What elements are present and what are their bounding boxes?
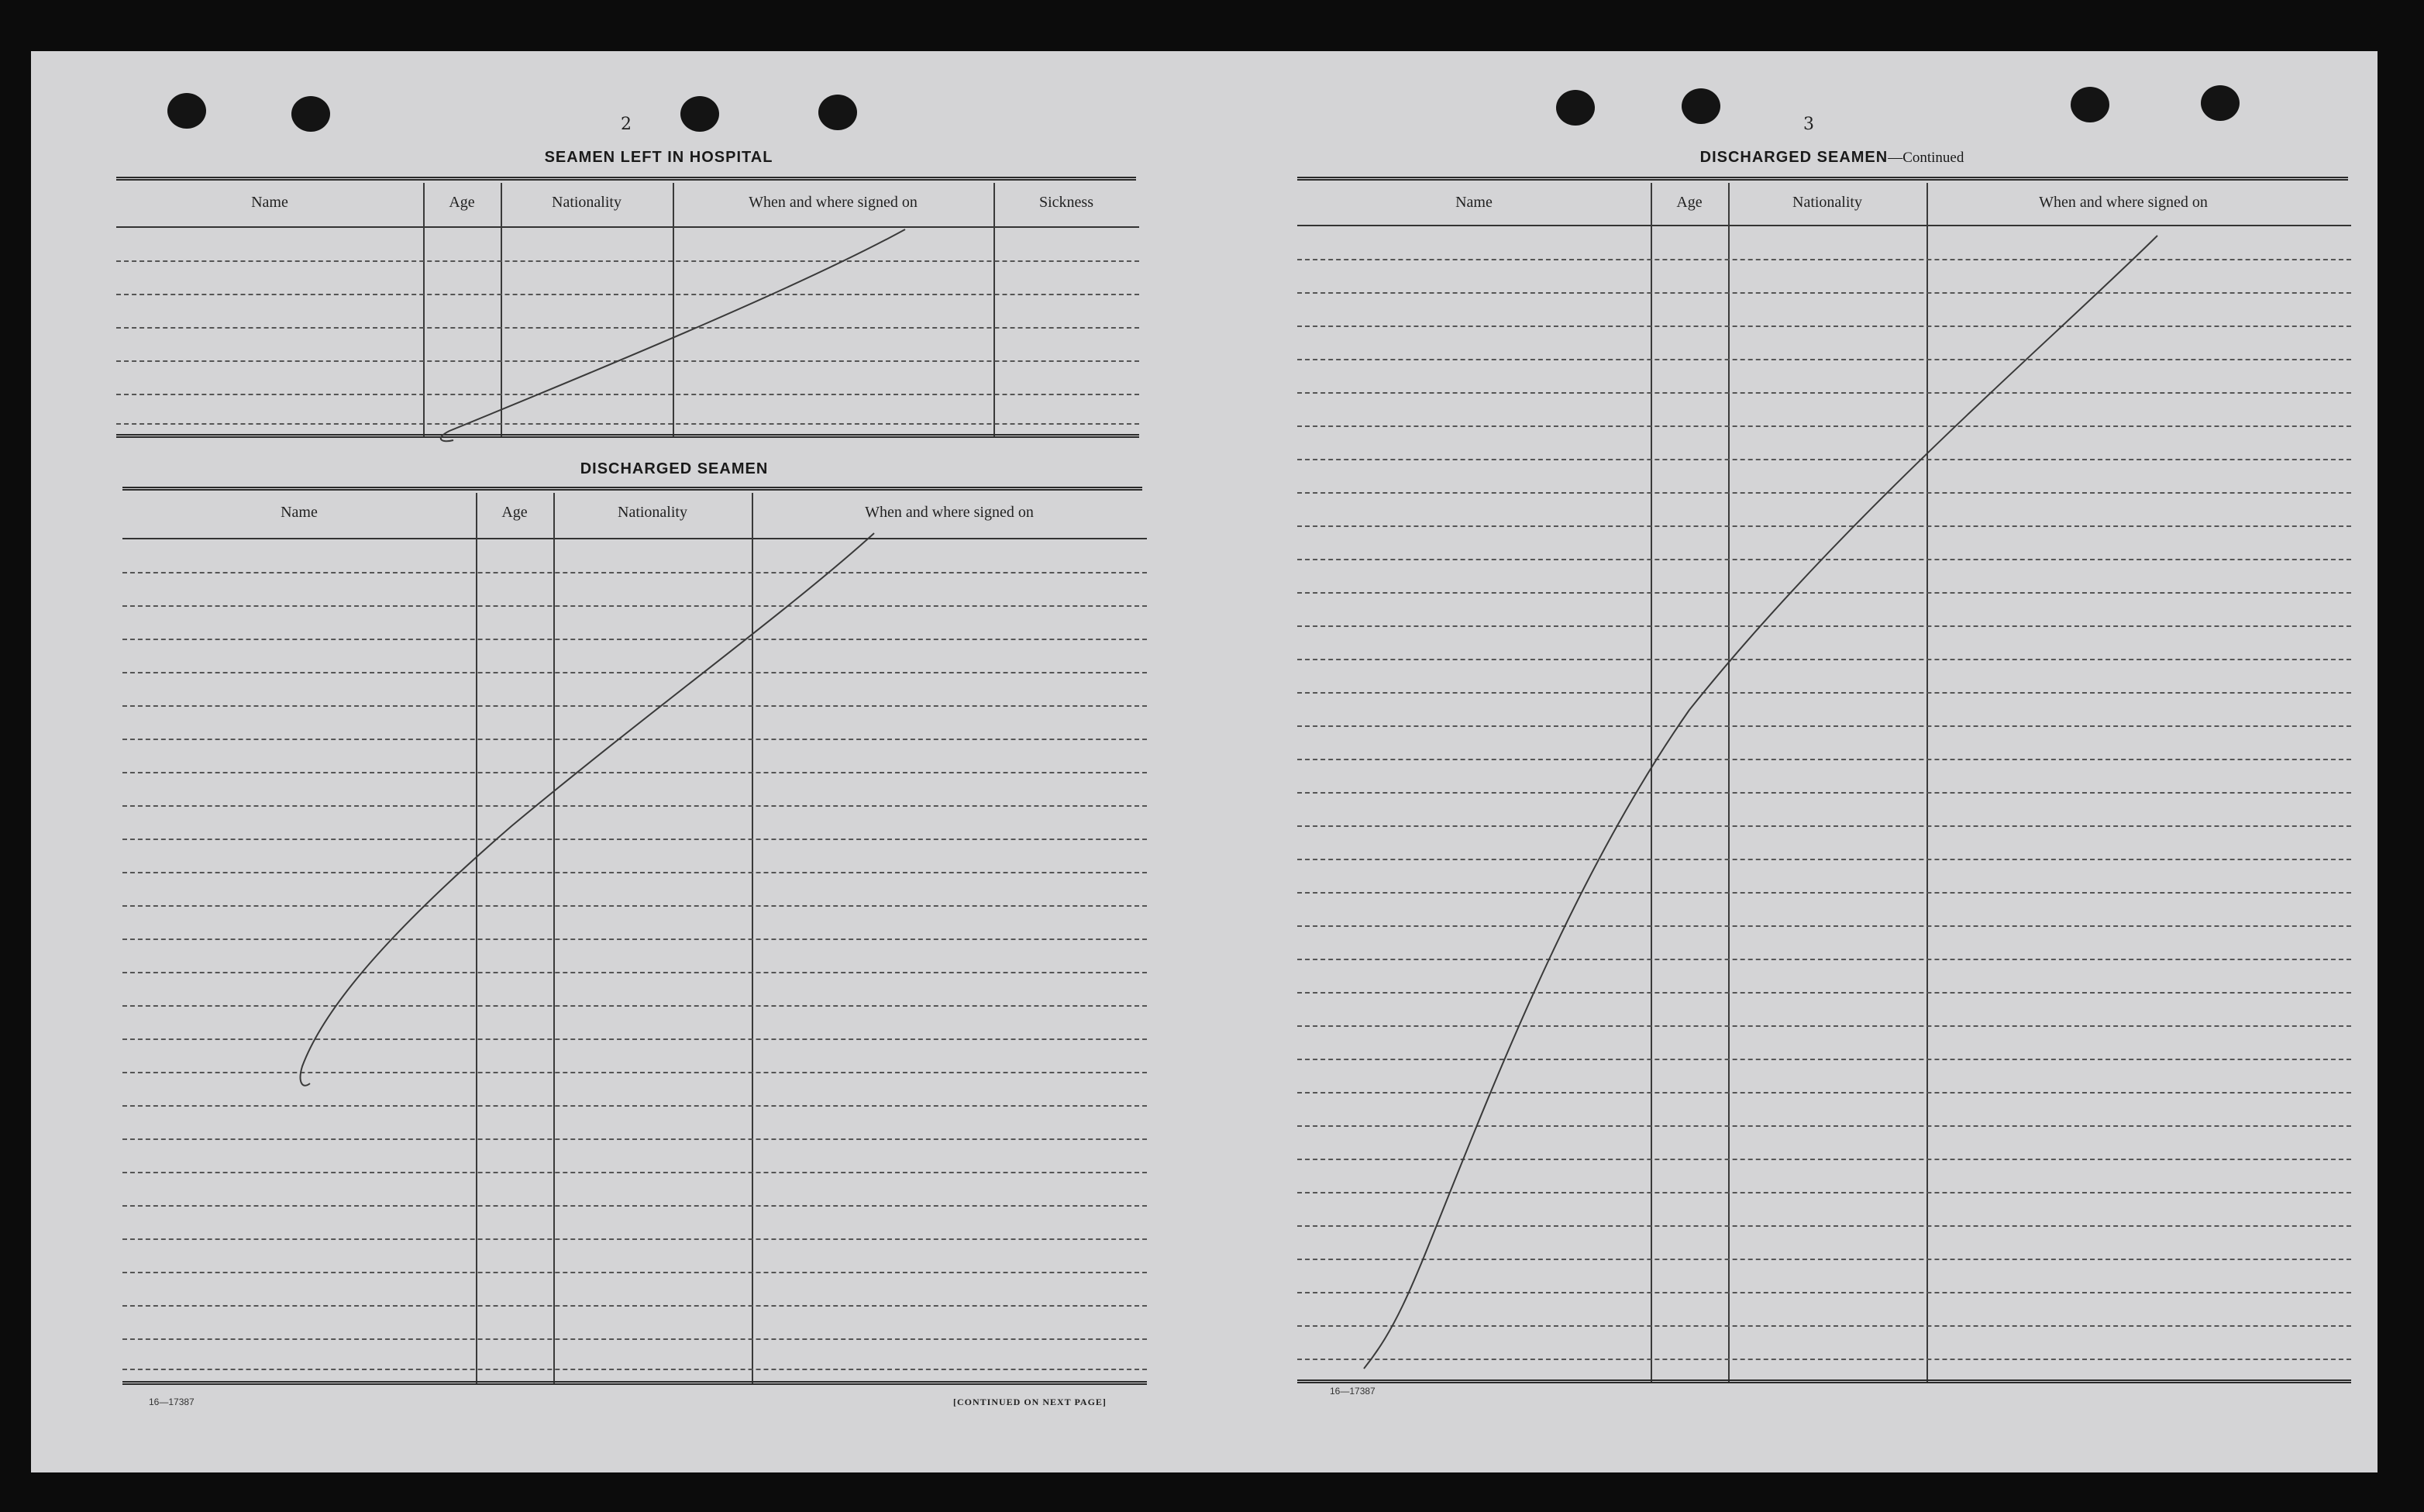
- column-header-nationality: Nationality: [618, 504, 687, 521]
- column-header-name: Name: [1455, 194, 1493, 211]
- column-header-age: Age: [1676, 194, 1703, 211]
- form-number-left: 16—17387: [149, 1397, 195, 1407]
- page-number-left: 2: [621, 115, 632, 134]
- cancellation-stroke-right: [1364, 236, 2157, 1369]
- cancellation-strokes: [31, 51, 2378, 1472]
- page-number-right: 3: [1803, 115, 1814, 134]
- continued-suffix: —Continued: [1888, 150, 1964, 166]
- cancellation-stroke-hospital: [441, 229, 905, 441]
- column-header-age: Age: [501, 504, 528, 521]
- column-header-signed-on: When and where signed on: [749, 194, 918, 211]
- ledger-sheet: [31, 51, 2378, 1472]
- column-header-name: Name: [251, 194, 288, 211]
- column-header-age: Age: [449, 194, 475, 211]
- form-number-right: 16—17387: [1330, 1386, 1376, 1397]
- column-header-sickness: Sickness: [1039, 194, 1093, 211]
- column-header-signed-on: When and where signed on: [2039, 194, 2208, 211]
- continued-note: [CONTINUED ON NEXT PAGE]: [953, 1397, 1107, 1407]
- section-title: DISCHARGED SEAMEN: [1699, 149, 1889, 166]
- hospital-section-title: SEAMEN LEFT IN HOSPITAL: [544, 149, 773, 166]
- column-header-nationality: Nationality: [1792, 194, 1862, 211]
- column-header-name: Name: [281, 504, 318, 521]
- discharged-section-title: DISCHARGED SEAMEN: [580, 460, 769, 477]
- column-header-signed-on: When and where signed on: [865, 504, 1034, 521]
- cancellation-stroke-discharged-left: [301, 533, 874, 1086]
- column-header-nationality: Nationality: [552, 194, 621, 211]
